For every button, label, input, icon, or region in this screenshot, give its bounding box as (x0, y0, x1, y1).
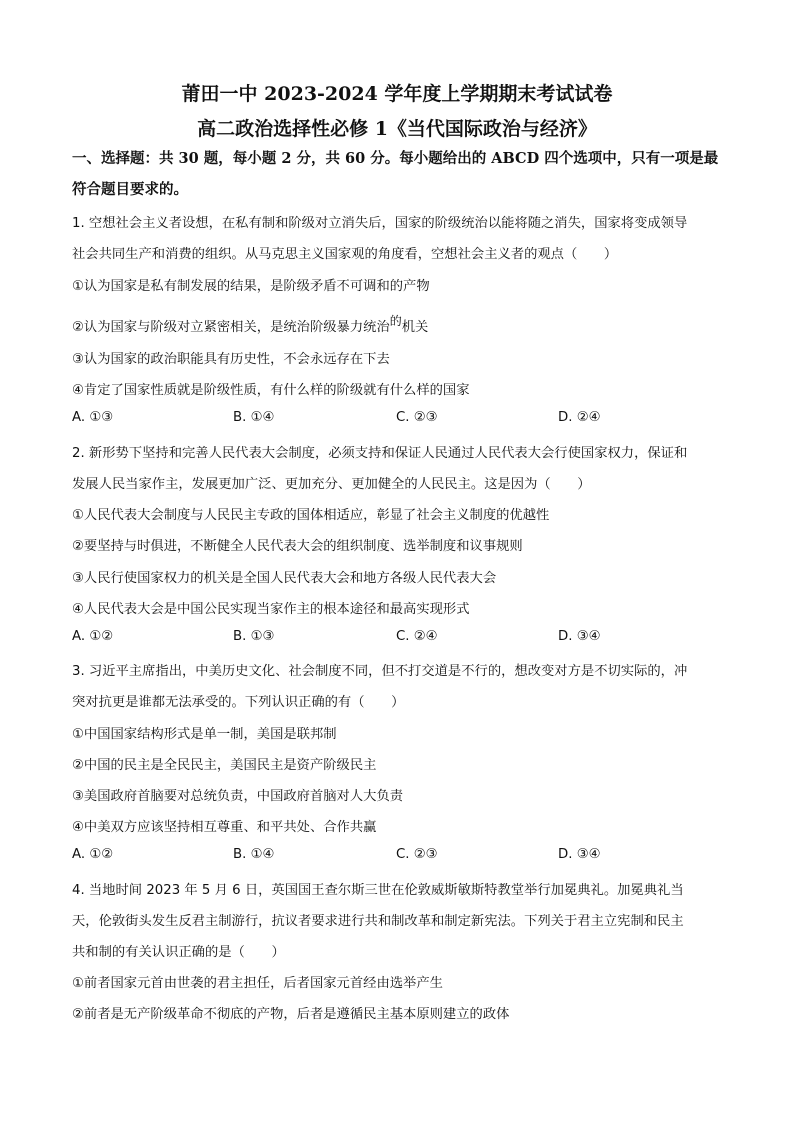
question-2-stem-line-2: 发展人民当家作主，发展更加广泛、更加充分、更加健全的人民民主。这是因为（ ） (72, 477, 591, 492)
question-2-statement-2: ②要坚持与时俱进，不断健全人民代表大会的组织制度、选举制度和议事规则 (72, 539, 523, 554)
statement-tail: 机关 (401, 320, 429, 335)
option-c: C. ②③ (396, 847, 438, 862)
option-d: D. ②④ (558, 410, 601, 425)
section-instructions: 一、选择题：共 30 题，每小题 2 分，共 60 分。每小题给出的 ABCD 四个选项中，只有一项是最符合题目要求的。 (72, 150, 719, 198)
question-3-statement-3: ③美国政府首脑要对总统负责，中国政府首脑对人大负责 (72, 789, 404, 804)
question-3-statement-4: ④中美双方应该坚持相互尊重、和平共处、合作共赢 (72, 820, 377, 835)
statement-text: ②认为国家与阶级对立紧密相关，是统治阶级暴力统治 (72, 320, 390, 335)
question-3-stem-line-1: 3. 习近平主席指出，中美历史文化、社会制度不同，但不打交道是不行的，想改变对方是不切实际的，冲 (72, 664, 688, 679)
question-1-stem-line-2: 社会共同生产和消费的组织。从马克思主义国家观的角度看，空想社会主义者的观点（ ） (72, 247, 618, 262)
question-3-stem-line-2: 突对抗更是谁都无法承受的。下列认识正确的有（ ） (72, 695, 405, 710)
question-1-statement-1: ①认为国家是私有制发展的结果，是阶级矛盾不可调和的产物 (72, 279, 430, 294)
option-b: B. ①④ (233, 410, 275, 425)
option-c: C. ②④ (396, 629, 438, 644)
question-4-statement-1: ①前者国家元首由世袭的君主担任，后者国家元首经由选举产生 (72, 976, 443, 991)
exam-title: 莆田一中 2023-2024 学年度上学期期末考试试卷 (181, 83, 613, 105)
question-2-statement-4: ④人民代表大会是中国公民实现当家作主的根本途径和最高实现形式 (72, 602, 470, 617)
question-3-statement-1: ①中国国家结构形式是单一制，美国是联邦制 (72, 727, 337, 742)
question-2-options (72, 629, 692, 647)
option-d: D. ③④ (558, 847, 601, 862)
superscript-char: 的 (389, 314, 402, 328)
exam-subtitle: 高二政治选择性必修 1《当代国际政治与经济》 (197, 118, 597, 140)
question-1-stem-line-1: 1. 空想社会主义者设想，在私有制和阶级对立消失后，国家的阶级统治以能将随之消失，国家将变成领导 (72, 216, 688, 231)
question-2-statement-1: ①人民代表大会制度与人民民主专政的国体相适应，彰显了社会主义制度的优越性 (72, 508, 550, 523)
option-c: C. ②③ (396, 410, 438, 425)
option-d: D. ③④ (558, 629, 601, 644)
question-4-stem-line-3: 共和制的有关认识正确的是（ ） (72, 945, 285, 960)
question-2-statement-3: ③人民行使国家权力的机关是全国人民代表大会和地方各级人民代表大会 (72, 571, 497, 586)
option-a: A. ①② (72, 847, 114, 862)
option-a: A. ①② (72, 629, 114, 644)
question-4-stem-line-1: 4. 当地时间 2023 年 5 月 6 日，英国国王查尔斯三世在伦敦威斯敏斯特教堂举行加冕典礼。加冕典礼当 (72, 883, 684, 898)
question-1-statement-3: ③认为国家的政治职能具有历史性，不会永远存在下去 (72, 352, 390, 367)
question-1-options (72, 410, 692, 428)
question-4-statement-2: ②前者是无产阶级革命不彻底的产物，后者是遵循民主基本原则建立的政体 (72, 1007, 510, 1022)
option-b: B. ①③ (233, 629, 275, 644)
option-b: B. ①④ (233, 847, 275, 862)
question-4-stem-line-2: 天，伦敦街头发生反君主制游行，抗议者要求进行共和制改革和制定新宪法。下列关于君主立宪制和民主 (72, 914, 684, 929)
question-2-stem-line-1: 2. 新形势下坚持和完善人民代表大会制度，必须支持和保证人民通过人民代表大会行使国家权力，保证和 (72, 446, 688, 461)
question-1-statement-2 (72, 316, 428, 335)
question-3-options (72, 847, 692, 865)
question-1-statement-4: ④肯定了国家性质就是阶级性质，有什么样的阶级就有什么样的国家 (72, 383, 470, 398)
option-a: A. ①③ (72, 410, 114, 425)
question-3-statement-2: ②中国的民主是全民民主，美国民主是资产阶级民主 (72, 758, 377, 773)
